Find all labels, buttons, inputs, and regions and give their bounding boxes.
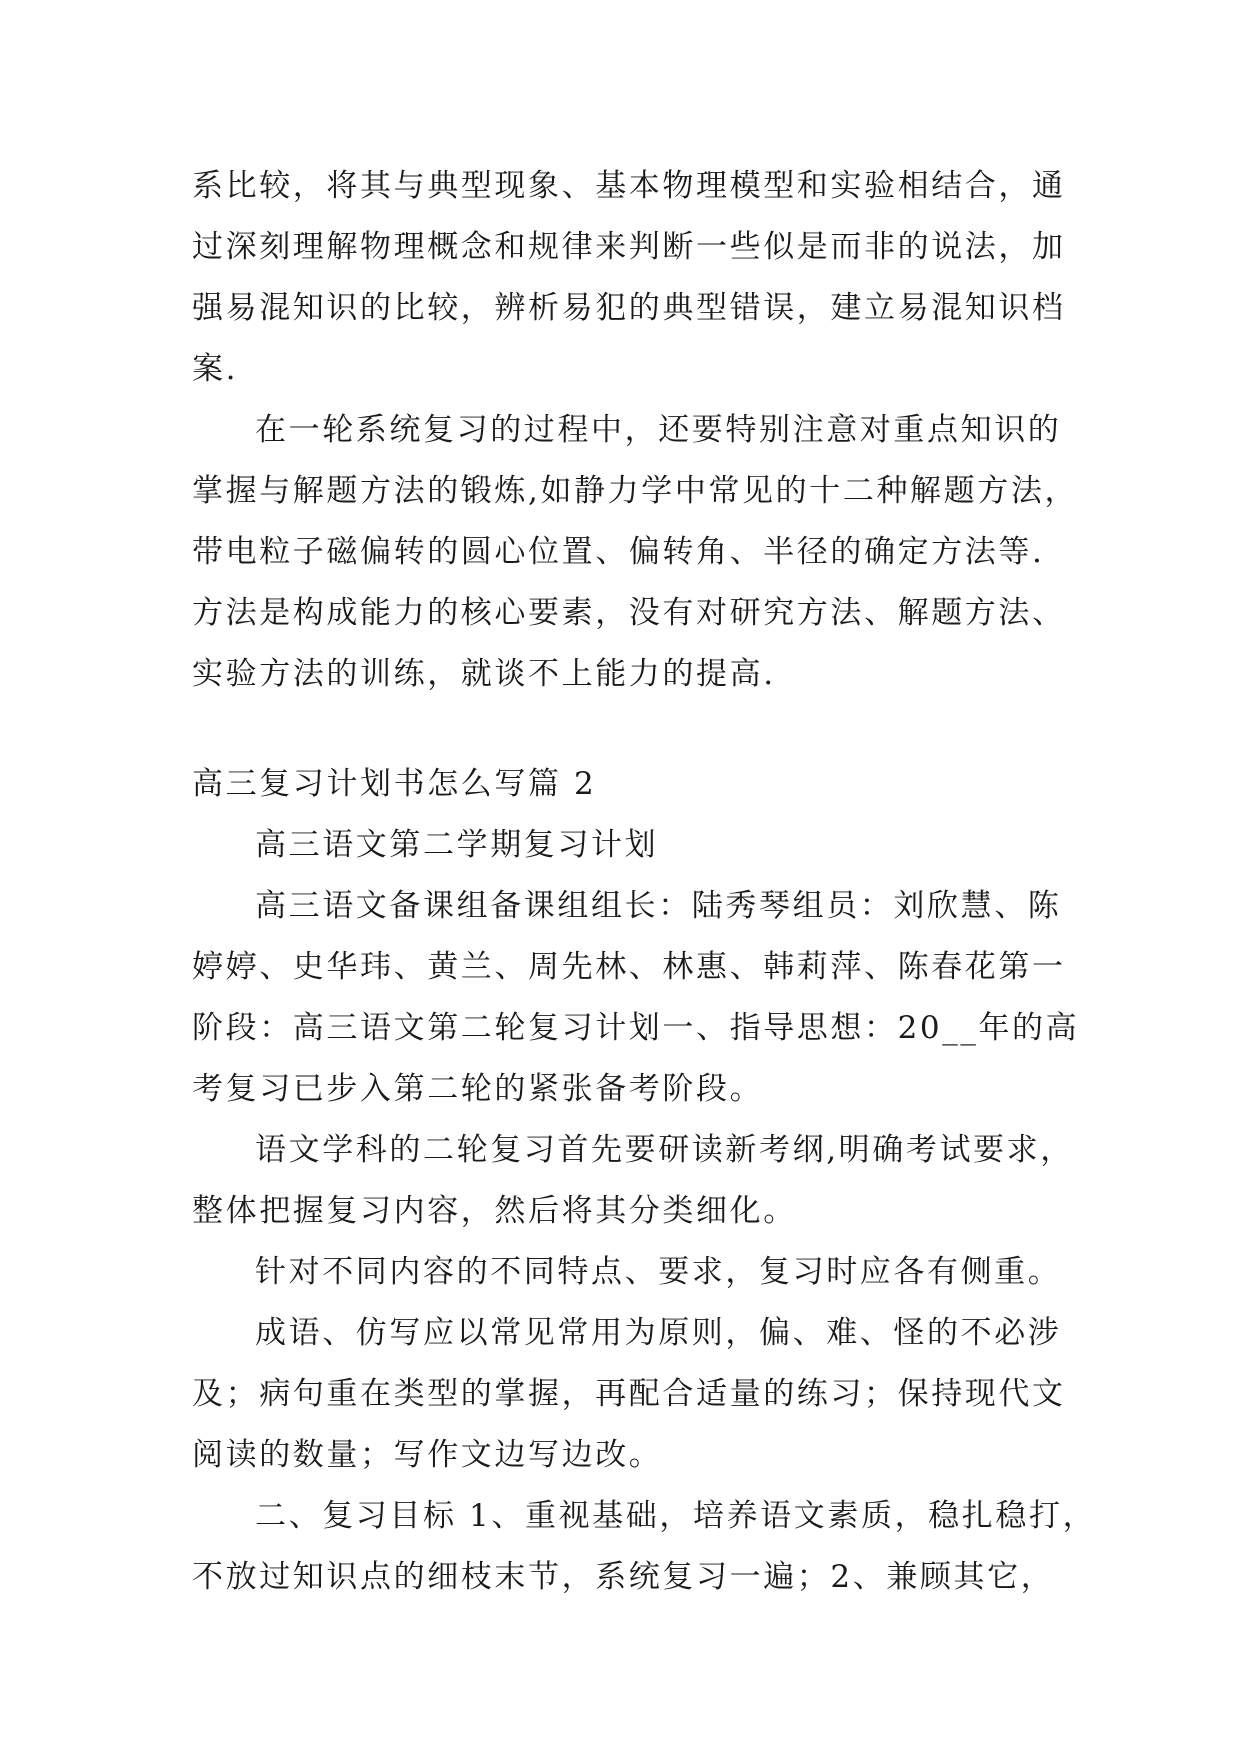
text-line: 整体把握复习内容，然后将其分类细化。 — [192, 1193, 797, 1229]
text-line: 带电粒子磁偏转的圆心位置、偏转角、半径的确定方法等. — [192, 534, 1045, 570]
document-subtitle: 高三语文第二学期复习计划 — [255, 827, 659, 863]
text-line: 婷婷、史华玮、黄兰、周先林、林惠、韩莉萍、陈春花第一 — [192, 949, 1066, 985]
paragraph-start-line: 高三语文备课组备课组组长：陆秀琴组员：刘欣慧、陈 — [255, 888, 1062, 924]
text-line: 掌握与解题方法的锻炼,如静力学中常见的十二种解题方法， — [192, 473, 1079, 509]
section-heading: 高三复习计划书怎么写篇 2 — [192, 766, 597, 802]
text-line: 阅读的数量；写作文边写边改。 — [192, 1437, 663, 1473]
paragraph-start-line: 针对不同内容的不同特点、要求，复习时应各有侧重。 — [255, 1254, 1062, 1290]
text-line: 方法是构成能力的核心要素，没有对研究方法、解题方法、 — [192, 595, 1066, 631]
text-line: 实验方法的训练，就谈不上能力的提高. — [192, 656, 776, 692]
text-line: 强易混知识的比较，辨析易犯的典型错误，建立易混知识档 — [192, 290, 1066, 326]
text-line: 阶段：高三语文第二轮复习计划一、指导思想：20__年的高 — [192, 1010, 1080, 1046]
text-line: 过深刻理解物理概念和规律来判断一些似是而非的说法，加 — [192, 229, 1066, 265]
text-line: 案. — [192, 351, 239, 387]
text-line: 及；病句重在类型的掌握，再配合适量的练习；保持现代文 — [192, 1376, 1066, 1412]
paragraph-start-line: 语文学科的二轮复习首先要研读新考纲,明确考试要求， — [255, 1132, 1074, 1168]
paragraph-start-line: 二、复习目标 1、重视基础，培养语文素质，稳扎稳打， — [255, 1498, 1097, 1534]
text-line: 考复习已步入第二轮的紧张备考阶段。 — [192, 1071, 764, 1107]
text-line: 不放过知识点的细枝末节，系统复习一遍；2、兼顾其它， — [192, 1559, 1055, 1595]
text-line: 系比较，将其与典型现象、基本物理模型和实验相结合，通 — [192, 168, 1066, 204]
paragraph-start-line: 成语、仿写应以常见常用为原则，偏、难、怪的不必涉 — [255, 1315, 1062, 1351]
paragraph-start-line: 在一轮系统复习的过程中，还要特别注意对重点知识的 — [255, 412, 1062, 448]
